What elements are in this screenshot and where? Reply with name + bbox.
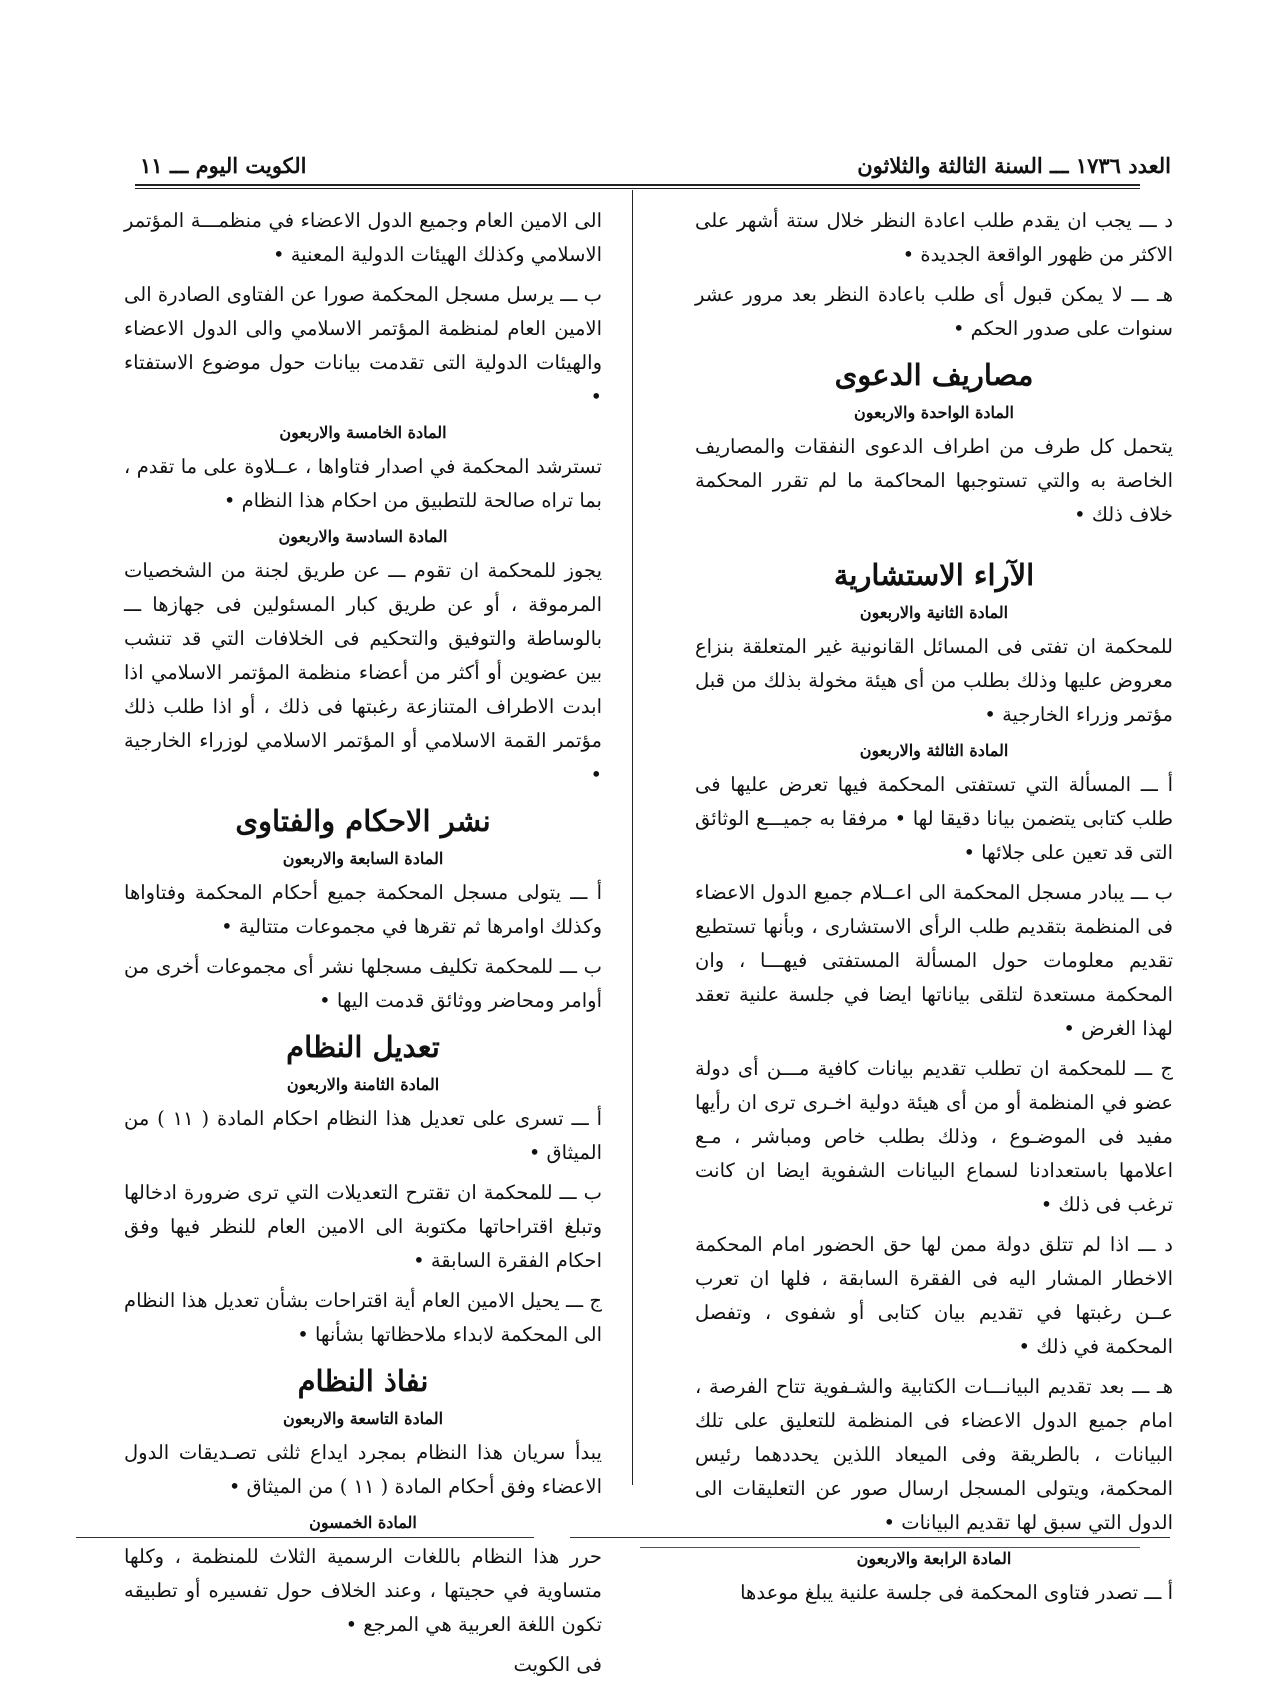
article-heading: المادة الخامسة والاربعون	[279, 423, 447, 442]
article-heading: المادة الثامنة والاربعون	[286, 1075, 440, 1094]
footer-rule	[76, 1537, 534, 1538]
paragraph: أ ـــ المسألة التي تستفتى المحكمة فيها تعرض عليها فى طلب كتابى يتضمن بيانا دقيقا لها • مرفقا به جميـــع الوثائق التى قد تعين على جلائها •	[695, 773, 1173, 864]
paragraph: هـ ـــ لا يمكن قبول أى طلب باعادة النظر بعد مرور عشر سنوات على صدور الحكم •	[695, 283, 1173, 340]
paragraph: أ ـــ تسرى على تعديل هذا النظام احكام المادة ( ١١ ) من الميثاق •	[124, 1107, 602, 1164]
right-column	[695, 204, 1173, 1616]
paragraph: ب ـــ يرسل مسجل المحكمة صورا عن الفتاوى الصادرة الى الامين العام لمنظمة المؤتمر الاسلامي والى الدول الاعضاء والهيئات الدولية التى تقدمت بيانات حول موضوع الاستفتاء •	[124, 283, 602, 408]
paragraph: حرر هذا النظام باللغات الرسمية الثلاث للمنظمة ، وكلها متساوية في حجيتها ، وعند الخلاف حول تفسيره أو تطبيقه تكون اللغة العربية هي المرجع •	[124, 1545, 602, 1636]
footer-rule	[570, 1537, 1170, 1538]
paragraph: د ـــ يجب ان يقدم طلب اعادة النظر خلال ستة أشهر على الاكثر من ظهور الواقعة الجديدة •	[695, 209, 1174, 266]
paragraph: أ ـــ يتولى مسجل المحكمة جميع أحكام المحكمة وفتاواها وكذلك اوامرها ثم تقرها في مجموعات متتالية •	[124, 881, 602, 938]
paragraph: يجوز للمحكمة ان تقوم ـــ عن طريق لجنة من الشخصيات المرموقة ، أو عن طريق كبار المسئولين فى جهازها ـــ بالوساطة والتوفيق والتحكيم فى الخلافات التي قد تنشب بين عضوين أو أكثر من أعضاء منظمة المؤتمر الاسلامي اذا ابدت الاطراف المتنازعة رغبتها فى ذلك ، أو اذا طلب ذلك مؤتمر القمة الاسلامي أو المؤتمر الاسلامي لوزراء الخارجية •	[124, 559, 602, 786]
article-heading: المادة التاسعة والاربعون	[282, 1409, 444, 1428]
article-heading: المادة الثانية والاربعون	[859, 603, 1009, 622]
column-divider	[632, 190, 633, 1485]
article-heading: المادة الخمسون	[309, 1513, 417, 1532]
section-heading: مصاريف الدعوى	[834, 358, 1034, 392]
paragraph: ج ـــ للمحكمة ان تطلب تقديم بيانات كافية مـــن أى دولة عضو في المنظمة أو من أى هيئة دولية اخـرى ترى ان رأيها مفيد فى الموضـوع ، وذلك بطلب خاص ومباشر ، مـع اعلامها باستعدادنا لسماع البيانات الشفوية ايضا ان كانت ترغب فى ذلك •	[695, 1057, 1173, 1216]
paragraph: فى الكويت	[513, 1653, 602, 1676]
article-heading: المادة الثالثة والاربعون	[859, 741, 1009, 760]
section-heading: تعديل النظام	[286, 1030, 440, 1064]
issue-header: العدد ١٧٣٦ ـــ السنة الثالثة والثلاثون	[857, 153, 1171, 178]
section-heading: نشر الاحكام والفتاوى	[235, 804, 491, 838]
paragraph: ب ـــ للمحكمة تكليف مسجلها نشر أى مجموعات أخرى من أوامر ومحاضر ووثائق قدمت اليها •	[124, 955, 602, 1012]
article-heading: المادة الواحدة والاربعون	[853, 403, 1014, 422]
paragraph: تسترشد المحكمة في اصدار فتاواها ، عــلاوة على ما تقدم ، بما تراه صالحة للتطبيق من احكام هذا النظام •	[124, 455, 602, 512]
footer-rule-thin	[640, 1547, 1140, 1548]
paragraph: يتحمل كل طرف من اطراف الدعوى النفقات والمصاريف الخاصة به والتي تستوجبها المحاكمة ما لم تقرر المحكمة خلاف ذلك •	[695, 435, 1173, 526]
paragraph: الى الامين العام وجميع الدول الاعضاء في منظمـــة المؤتمر الاسلامي وكذلك الهيئات الدولية المعنية •	[124, 209, 602, 266]
paragraph: هـ ـــ بعد تقديم البيانـــات الكتابية والشـفوية تتاح الفرصة ، امام جميع الدول الاعضاء فى المنظمة للتعليق على تلك البيانات ، بالطريقة وفى الميعاد اللذين يحددهما رئيس المحكمة، ويتولى المسجل ارسال صور عن التعليقات الى الدول التي سبق لها تقديم البيانات •	[695, 1375, 1173, 1534]
left-column	[124, 204, 602, 1688]
article-heading: المادة السادسة والاربعون	[278, 527, 448, 546]
article-heading: المادة السابعة والاربعون	[282, 849, 444, 868]
header-rule-thin	[135, 188, 1140, 189]
journal-header: الكويت اليوم ـــ ١١	[140, 153, 307, 178]
paragraph: أ ـــ تصدر فتاوى المحكمة فى جلسة علنية يبلغ موعدها	[740, 1581, 1173, 1604]
paragraph: د ـــ اذا لم تتلق دولة ممن لها حق الحضور امام المحكمة الاخطار المشار اليه فى الفقرة السابقة ، فلها ان تعرب عــن رغبتها في تقديم بيان كتابى أو شفوى ، وتفصل المحكمة في ذلك •	[695, 1233, 1173, 1358]
paragraph: ج ـــ يحيل الامين العام أية اقتراحات بشأن تعديل هذا النظام الى المحكمة لابداء ملاحظاتها بشأنها •	[124, 1289, 602, 1346]
paragraph: ب ـــ للمحكمة ان تقترح التعديلات التي ترى ضرورة ادخالها وتبلغ اقتراحاتها مكتوبة الى الامين العام للنظر فيها وفق احكام الفقرة السابقة •	[124, 1181, 602, 1272]
section-heading: نفاذ النظام	[297, 1364, 429, 1398]
paragraph: ب ـــ يبادر مسجل المحكمة الى اعــلام جميع الدول الاعضاء فى المنظمة بتقديم طلب الرأى الاستشارى ، وبأنها تستطيع تقديم معلومات حول المسألة المستفتى فيهـــا ، وان المحكمة مستعدة لتلقى بياناتها ايضا في جلسة علنية تعقد لهذا الغرض •	[695, 881, 1173, 1040]
section-heading: الآراء الاستشارية	[833, 558, 1035, 592]
paragraph: للمحكمة ان تفتى فى المسائل القانونية غير المتعلقة بنزاع معروض عليها وذلك بطلب من أى هيئة مخولة بذلك من قبل مؤتمر وزراء الخارجية •	[695, 635, 1173, 726]
paragraph: يبدأ سريان هذا النظام بمجرد ايداع ثلثى تصـديقات الدول الاعضاء وفق أحكام المادة ( ١١ ) من الميثاق •	[124, 1441, 602, 1498]
header-rule	[135, 184, 1140, 186]
article-heading: المادة الرابعة والاربعون	[856, 1549, 1012, 1568]
